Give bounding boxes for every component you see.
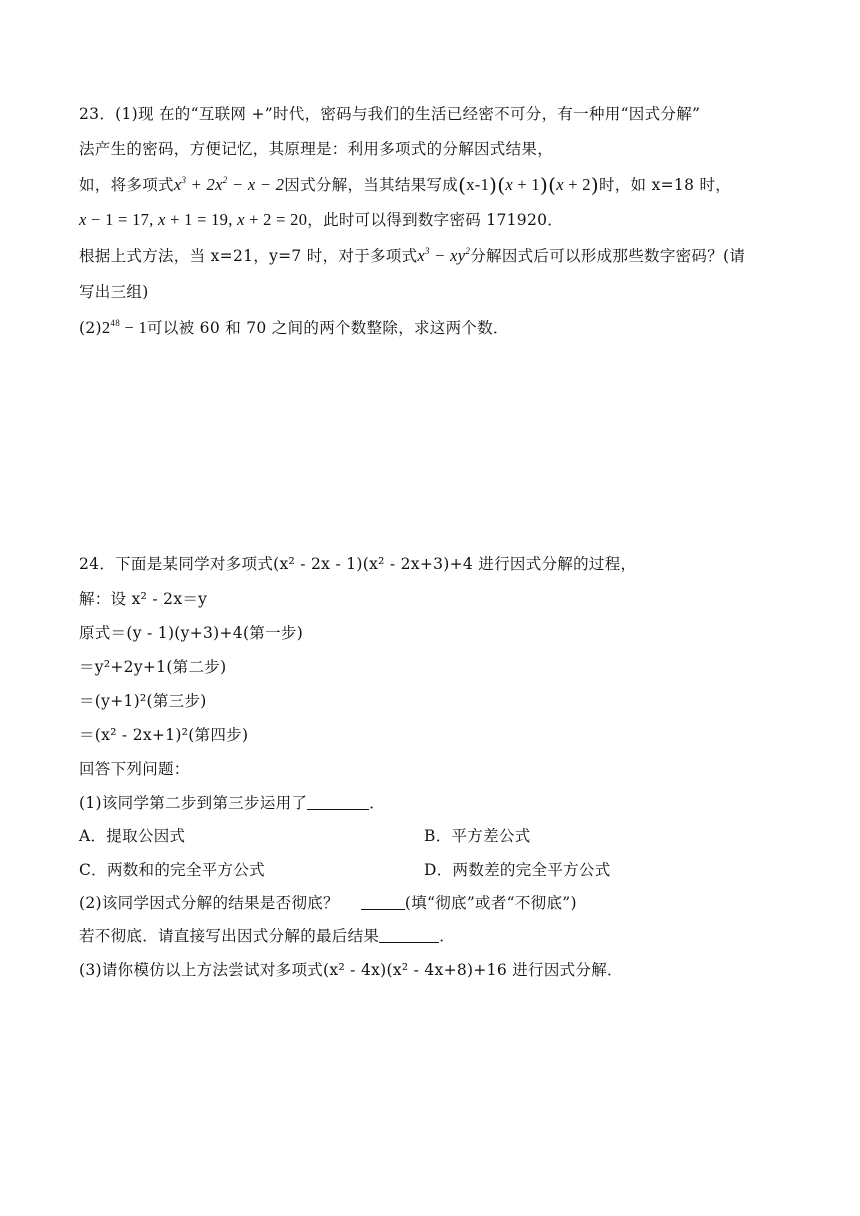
q24-step4 <box>79 725 248 745</box>
q23-line1 <box>79 104 700 124</box>
q24-sub1-text: (1)该同学第二步到第三步运用了 <box>79 794 308 812</box>
q24-options-ab <box>79 826 779 846</box>
q24-sub3-text: (3)请你模仿以上方法尝试对多项式(x² - 4x)(x² - 4x+8)+16 进行因式分解． <box>79 961 623 979</box>
q24-options-cd <box>79 860 779 880</box>
q23-line5-suffix: 分解因式后可以形成那些数字密码？(请 <box>470 247 746 265</box>
formula-power: $2^{48} - 1$ <box>101 318 148 337</box>
q23-line3 <box>79 175 731 195</box>
q24-step0-text: 解：设 x² - 2x＝y <box>79 590 208 608</box>
q24-sub2b-end: ． <box>439 927 456 945</box>
option-c[interactable]: C．两数和的完全平方公式 <box>79 861 265 879</box>
q24-step1 <box>79 623 303 643</box>
q24-step0 <box>79 589 207 609</box>
q23-line6 <box>79 282 149 302</box>
q24-step2-text: ＝y²+2y+1(第二步) <box>79 658 227 676</box>
q24-answer-prompt <box>79 759 190 779</box>
q23-line7-prefix: (2) <box>79 319 102 337</box>
q23-line1-text: 23．(1)现 在的“互联网 +”时代，密码与我们的生活已经密不可分，有一种用“因式分解” <box>79 105 701 123</box>
q24-step2 <box>79 657 226 677</box>
answer-blank-3[interactable] <box>379 928 439 943</box>
q24-step3-text: ＝(y+1)²(第三步) <box>79 692 207 710</box>
q23-line3-suffix: 时，如 x=18 时， <box>598 176 732 194</box>
q24-sub2-hint: (填“彻底”或者“不彻底”) <box>404 894 577 912</box>
q23-line5 <box>79 246 745 266</box>
q23-line6-text: 写出三组) <box>79 283 149 301</box>
q24-sub1-end: ． <box>369 794 386 812</box>
option-a[interactable]: A．提取公因式 <box>79 827 186 845</box>
q24-step1-text: 原式＝(y - 1)(y+3)+4(第一步) <box>79 624 304 642</box>
q23-line4 <box>79 210 563 230</box>
q23-line3-mid: 因式分解，当其结果写成 <box>284 176 459 194</box>
option-b[interactable]: B．平方差公式 <box>424 827 531 845</box>
formula-values: x − 1 = 17, x + 1 = 19, x + 2 = 20 <box>79 210 308 229</box>
option-d[interactable]: D．两数差的完全平方公式 <box>424 861 611 879</box>
q24-step3 <box>79 691 207 711</box>
q24-sub2 <box>79 893 577 913</box>
q23-line7-suffix: 可以被 60 和 70 之间的两个数整除，求这两个数． <box>147 319 509 337</box>
formula-xy: $x^3 - xy^2$ <box>417 246 471 265</box>
q23-line2-text: 法产生的密码，方便记忆，其原理是：利用多项式的分解因式结果， <box>79 140 554 158</box>
q24-sub2b <box>79 926 455 946</box>
q24-intro <box>79 554 636 574</box>
q24-sub2b-text: 若不彻底．请直接写出因式分解的最后结果 <box>79 927 380 945</box>
formula-cubic: $x^3 + 2x^2 - x - 2$ <box>173 175 285 194</box>
q24-sub3 <box>79 960 623 980</box>
formula-factored: (x-1)(x + 1)(x + 2) <box>458 173 599 197</box>
q24-sub1 <box>79 793 385 813</box>
answer-blank-1[interactable] <box>307 795 369 810</box>
q24-answer-prompt-text: 回答下列问题： <box>79 760 190 778</box>
q23-line5-prefix: 根据上式方法，当 x=21，y=7 时，对于多项式 <box>79 247 418 265</box>
q23-line4-suffix: ，此时可以得到数字密码 171920． <box>307 211 564 229</box>
q23-line7 <box>79 318 509 338</box>
answer-blank-2[interactable] <box>361 895 405 910</box>
q24-sub2-text: (2)该同学因式分解的结果是否彻底？ <box>79 894 339 912</box>
q24-step4-text: ＝(x² - 2x+1)²(第四步) <box>79 726 249 744</box>
q23-line2 <box>79 139 553 159</box>
q24-intro-text: 24．下面是某同学对多项式(x² - 2x - 1)(x² - 2x+3)+4 进行因式分解的过程， <box>79 555 637 573</box>
q23-line3-prefix: 如，将多项式 <box>79 176 174 194</box>
